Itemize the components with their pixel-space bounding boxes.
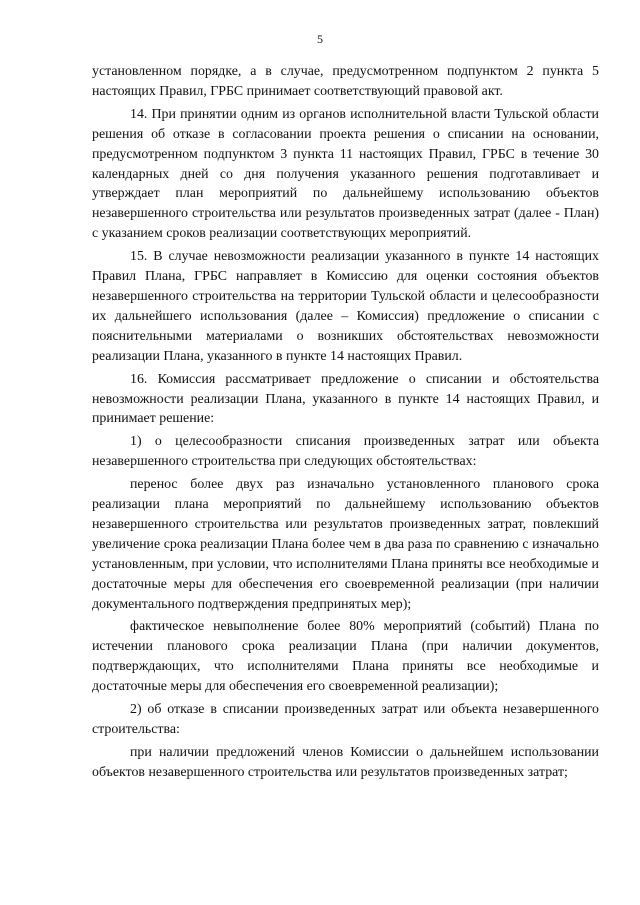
paragraph-condition-postponement: перенос более двух раз изначально установленного планового срока реализации плана мероприятий по дальнейшему использованию объектов незавершенного строительства или результатов произведенных затрат, повлекший увеличение срока реализации Плана более чем в два раза по сравнению с изначально установленным, при условии, что исполнителями Плана приняты все необходимые и достаточные меры для обеспечения его своевременной реализации (при наличии документального подтверждения предпринятых мер); [92, 477, 599, 612]
paragraph-item-15: 15. В случае невозможности реализации указанного в пункте 14 настоящих Правил Плана, ГРБС направляет в Комиссию для оценки состояния объектов незавершенного строительства на территории Тульской области и целесообразности их дальнейшего использования (далее – Комиссия) предложение о списании с пояснительными материалами о возникших обстоятельствах невозможности реализации Плана, указанного в пункте 14 настоящих Правил. [92, 249, 599, 364]
paragraph-subitem-1: 1) о целесообразности списания произведенных затрат или объекта незавершенного строительства при следующих обстоятельствах: [92, 434, 599, 470]
paragraph-subitem-2: 2) об отказе в списании произведенных затрат или объекта незавершенного строительства: [92, 702, 599, 737]
paragraph-continuation: установленном порядке, а в случае, предусмотренном подпунктом 2 пункта 5 настоящих Правил, ГРБС принимает соответствующий правовой акт. [92, 64, 599, 99]
paragraph-condition-proposals: при наличии предложений членов Комиссии о дальнейшем использовании объектов незавершенного строительства или результатов произведенных затрат; [92, 744, 599, 780]
paragraph-item-16: 16. Комиссия рассматривает предложение о списании и обстоятельства невозможности реализации Плана, указанного в пункте 14 настоящих Правил, и принимает решение: [92, 371, 599, 427]
paragraph-item-14: 14. При принятии одним из органов исполнительной власти Тульской области решения об отказе в согласовании проекта решения о списании на основании, предусмотренном подпунктом 3 пункта 11 настоящих Правил, ГРБС в течение 30 календарных дней со дня получения указанного решения подготавливает и утверждает план мероприятий по дальнейшему использованию объектов незавершенного строительства или результатов произведенных затрат (далее - План) с указанием сроков реализации соответствующих мероприятий. [92, 106, 599, 242]
document-body [92, 62, 599, 783]
page-number: 5 [317, 32, 323, 46]
paragraph-condition-nonfulfillment: фактическое невыполнение более 80% мероприятий (событий) Плана по истечении планового срока реализации Плана (при наличии документов, подтверждающих, что исполнителями Плана приняты все необходимые и достаточные меры для обеспечения его своевременной реализации); [92, 619, 599, 695]
